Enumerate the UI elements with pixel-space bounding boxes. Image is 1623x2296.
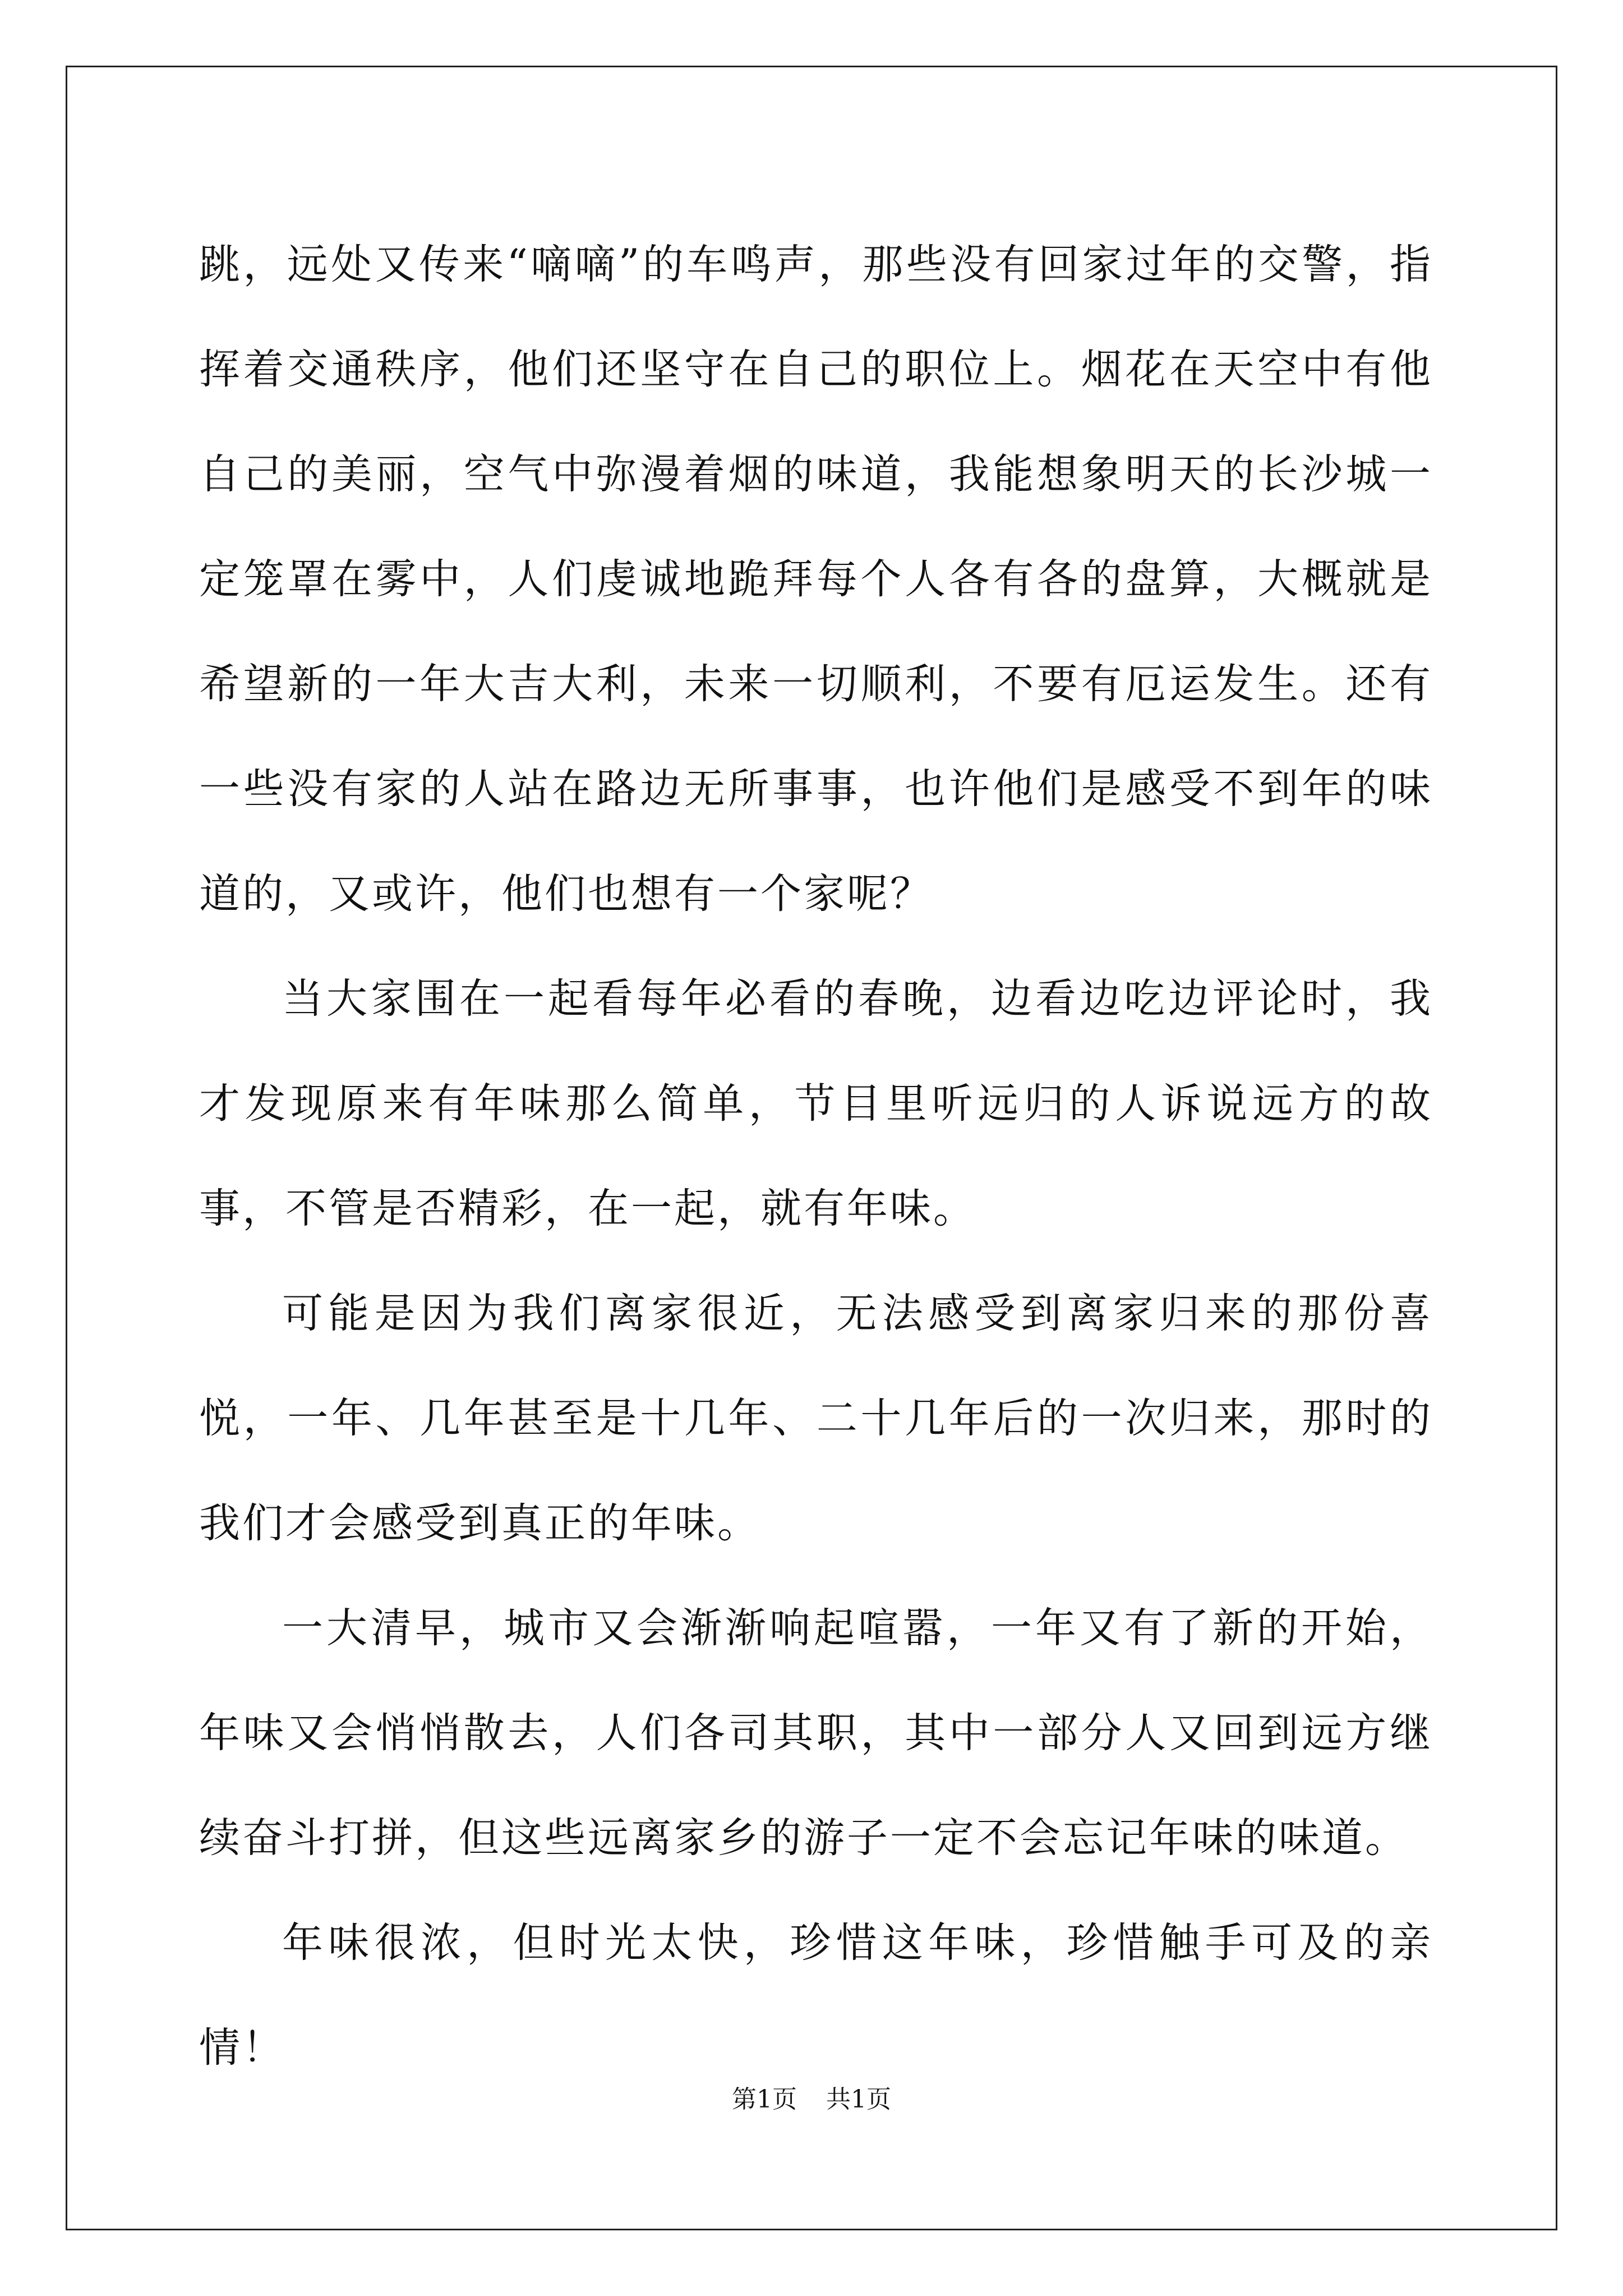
paragraph: 一大清早，城市又会渐渐响起喧嚣，一年又有了新的开始，年味又会悄悄散去，人们各司其职，其中一部分人又回到远方继续奋斗打拼，但这些远离家乡的游子一定不会忘记年味的味道。	[199, 1604, 1433, 1862]
page-total: 共1页	[826, 2085, 891, 2114]
paragraph: 年味很浓，但时光太快，珍惜这年味，珍惜触手可及的亲情！	[199, 1919, 1433, 2072]
paragraph: 可能是因为我们离家很近，无法感受到离家归来的那份喜悦，一年、几年甚至是十几年、二十几年后的一次归来，那时的我们才会感受到真正的年味。	[199, 1290, 1433, 1547]
document-body	[199, 212, 1433, 2100]
page-number: 第1页	[732, 2085, 797, 2114]
paragraph: 跳，远处又传来“嘀嘀”的车鸣声，那些没有回家过年的交警，指挥着交通秩序，他们还坚守在自己的职位上。烟花在天空中有他自己的美丽，空气中弥漫着烟的味道，我能想象明天的长沙城一定笼罩在雾中，人们虔诚地跪拜每个人各有各的盘算，大概就是希望新的一年大吉大利，未来一切顺利，不要有厄运发生。还有一些没有家的人站在路边无所事事，也许他们是感受不到年的味道的，又或许，他们也想有一个家呢？	[199, 241, 1433, 918]
page-footer	[0, 2083, 1623, 2116]
paragraph: 当大家围在一起看每年必看的春晚，边看边吃边评论时，我才发现原来有年味那么简单，节目里听远归的人诉说远方的故事，不管是否精彩，在一起，就有年味。	[199, 975, 1433, 1232]
